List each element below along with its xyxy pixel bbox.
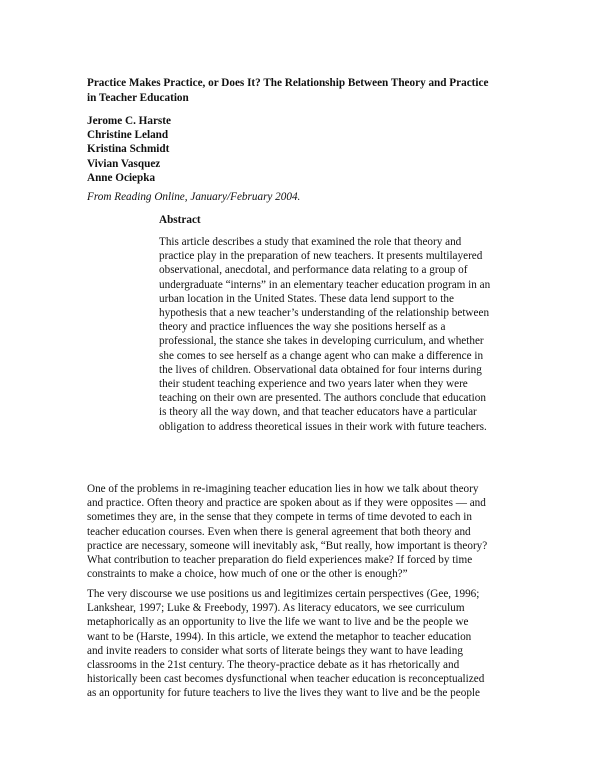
abstract-line: professional, the stance she takes in developing curriculum, and whether	[159, 335, 484, 348]
abstract-line: undergraduate “interns” in an elementary teacher education program in an	[159, 278, 491, 291]
abstract-heading: Abstract	[159, 214, 201, 226]
paragraph-line: One of the problems in re-imagining teacher education lies in how we talk about theory	[87, 483, 479, 495]
paragraph-line: constraints to make a choice, how much of one or the other is enough?”	[87, 568, 408, 581]
abstract-line: she comes to see herself as a change agent who can make a difference in	[159, 349, 484, 362]
abstract-line: obligation to address theoretical issues in their work with future teachers.	[159, 420, 487, 433]
abstract-line: urban location in the United States. These data lend support to the	[159, 292, 454, 305]
paragraph-line: What contribution to teacher preparation do field experiences make? If forced by time	[87, 554, 473, 567]
paragraph-line: sometimes they are, in the sense that they compete in terms of time devoted to each in	[87, 511, 472, 524]
source-citation: From Reading Online, January/February 2004.	[87, 191, 301, 203]
title-line: Practice Makes Practice, or Does It? The Relationship Between Theory and Practice	[87, 77, 489, 89]
abstract-line: practice play in the preparation of new teachers. It presents multilayered	[159, 250, 483, 263]
author-name: Jerome C. Harste	[87, 115, 171, 127]
abstract-line: the lives of children. Observational data obtained for four interns during	[159, 363, 482, 376]
paragraph-line: want to be (Harste, 1994). In this article, we extend the metaphor to teacher education	[87, 630, 472, 643]
body-paragraph	[87, 482, 527, 581]
abstract-line: theory and practice influences the way she positions herself as a	[159, 321, 446, 334]
title-line: in Teacher Education	[87, 92, 189, 104]
abstract-line: observational, anecdotal, and performance data relating to a group of	[159, 264, 468, 277]
abstract-line: hypothesis that a new teacher’s understanding of the relationship between	[159, 307, 490, 320]
abstract-line: is theory all the way down, and that teacher educators have a particular	[159, 406, 477, 419]
abstract-body	[159, 235, 524, 434]
paragraph-line: practice are necessary, someone will inevitably ask, “But really, how important is theory?	[87, 539, 488, 552]
paragraph-line: Lankshear, 1997; Luke & Freebody, 1997). As literacy educators, we see curriculum	[87, 602, 465, 615]
body-paragraph	[87, 587, 527, 701]
paragraph-line: classrooms in the 21st century. The theory-practice debate as it has rhetorically and	[87, 659, 460, 672]
abstract-line: teaching on their own are presented. The authors conclude that education	[159, 392, 486, 405]
paragraph-line: as an opportunity for future teachers to live the lives they want to live and be the people	[87, 687, 480, 700]
paragraph-line: and invite readers to consider what sorts of literate beings they want to have leading	[87, 644, 463, 657]
author-list	[87, 114, 387, 185]
author-name: Anne Ociepka	[87, 171, 156, 184]
author-name: Vivian Vasquez	[87, 157, 161, 170]
author-name: Christine Leland	[87, 129, 169, 142]
paragraph-line: historically been cast becomes dysfunctional when teacher education is reconceptualized	[87, 673, 485, 686]
abstract-line: their student teaching experience and two years later when they were	[159, 378, 468, 391]
paragraph-line: and practice. Often theory and practice are spoken about as if they were opposites — and	[87, 497, 486, 510]
paragraph-line: teacher education courses. Even when there is general agreement that both theory and	[87, 525, 471, 538]
abstract-line: This article describes a study that examined the role that theory and	[159, 236, 462, 248]
paragraph-line: The very discourse we use positions us and legitimizes certain perspectives (Gee, 1996;	[87, 588, 480, 600]
paper-title	[87, 76, 527, 106]
paragraph-line: metaphorically as an opportunity to live the life we want to live and be the people we	[87, 616, 469, 629]
author-name: Kristina Schmidt	[87, 143, 170, 156]
